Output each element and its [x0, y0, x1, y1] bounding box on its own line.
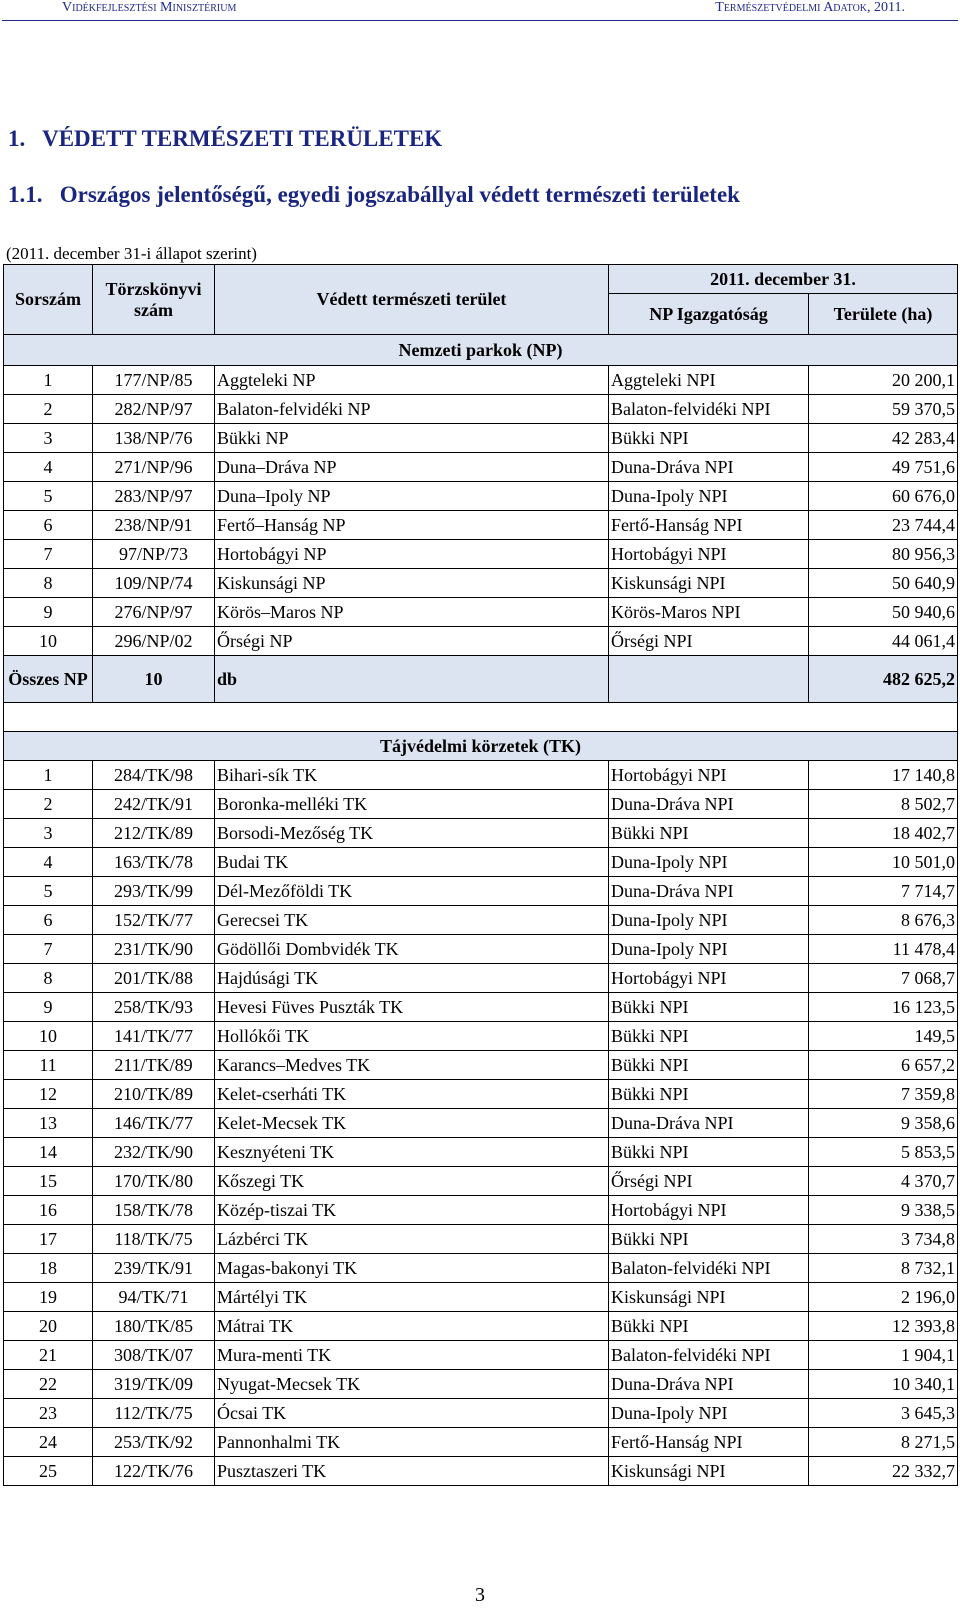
tk-registry-number: 293/TK/99 [93, 877, 215, 906]
col-header-date: 2011. december 31. [609, 265, 958, 294]
tk-row [4, 1428, 958, 1457]
np-np-directorate: Kiskunsági NPI [609, 569, 809, 598]
np-area-name: Kiskunsági NP [215, 569, 609, 598]
tk-row-number: 21 [4, 1341, 93, 1370]
tk-row [4, 1167, 958, 1196]
tk-area-name: Nyugat-Mecsek TK [215, 1370, 609, 1399]
np-np-directorate: Őrségi NPI [609, 627, 809, 656]
tk-registry-number: 118/TK/75 [93, 1225, 215, 1254]
tk-area-name: Hajdúsági TK [215, 964, 609, 993]
tk-np-directorate: Duna-Dráva NPI [609, 1370, 809, 1399]
tk-area-name: Gödöllői Dombvidék TK [215, 935, 609, 964]
np-registry-number: 271/NP/96 [93, 453, 215, 482]
col-header-terulet: Védett természeti terület [215, 265, 609, 335]
tk-area-name: Ócsai TK [215, 1399, 609, 1428]
np-row [4, 540, 958, 569]
tk-row-number: 6 [4, 906, 93, 935]
running-header-right: Természetvédelmi Adatok, 2011. [715, 0, 905, 15]
np-row-number: 8 [4, 569, 93, 598]
np-registry-number: 138/NP/76 [93, 424, 215, 453]
np-row-number: 9 [4, 598, 93, 627]
tk-row-number: 2 [4, 790, 93, 819]
np-area-name: Őrségi NP [215, 627, 609, 656]
spacer-row [4, 703, 958, 732]
np-area-name: Bükki NP [215, 424, 609, 453]
tk-area-size: 3 734,8 [809, 1225, 958, 1254]
tk-row-number: 25 [4, 1457, 93, 1486]
np-row-number: 1 [4, 366, 93, 395]
tk-area-size: 1 904,1 [809, 1341, 958, 1370]
np-np-directorate: Aggteleki NPI [609, 366, 809, 395]
np-area-name: Duna–Ipoly NP [215, 482, 609, 511]
np-registry-number: 109/NP/74 [93, 569, 215, 598]
np-area-size: 42 283,4 [809, 424, 958, 453]
tk-area-name: Dél-Mezőföldi TK [215, 877, 609, 906]
tk-area-size: 8 502,7 [809, 790, 958, 819]
np-area-name: Aggteleki NP [215, 366, 609, 395]
np-row-number: 4 [4, 453, 93, 482]
np-np-directorate: Hortobágyi NPI [609, 540, 809, 569]
np-np-directorate: Körös-Maros NPI [609, 598, 809, 627]
tk-registry-number: 112/TK/75 [93, 1399, 215, 1428]
tk-registry-number: 232/TK/90 [93, 1138, 215, 1167]
tk-np-directorate: Bükki NPI [609, 1051, 809, 1080]
tk-area-name: Lázbérci TK [215, 1225, 609, 1254]
tk-registry-number: 94/TK/71 [93, 1283, 215, 1312]
np-row [4, 511, 958, 540]
np-np-directorate: Bükki NPI [609, 424, 809, 453]
np-row-number: 5 [4, 482, 93, 511]
tk-row [4, 1399, 958, 1428]
tk-np-directorate: Balaton-felvidéki NPI [609, 1341, 809, 1370]
np-row [4, 569, 958, 598]
np-area-size: 44 061,4 [809, 627, 958, 656]
np-np-directorate: Fertő-Hanság NPI [609, 511, 809, 540]
tk-registry-number: 231/TK/90 [93, 935, 215, 964]
tk-row [4, 993, 958, 1022]
tk-np-directorate: Balaton-felvidéki NPI [609, 1254, 809, 1283]
tk-row [4, 790, 958, 819]
tk-row [4, 819, 958, 848]
tk-np-directorate: Kiskunsági NPI [609, 1283, 809, 1312]
tk-area-name: Kelet-Mecsek TK [215, 1109, 609, 1138]
protected-areas-table [3, 264, 958, 1486]
tk-row [4, 1196, 958, 1225]
tk-registry-number: 211/TK/89 [93, 1051, 215, 1080]
tk-registry-number: 146/TK/77 [93, 1109, 215, 1138]
tk-area-size: 7 068,7 [809, 964, 958, 993]
np-area-name: Balaton-felvidéki NP [215, 395, 609, 424]
np-registry-number: 238/NP/91 [93, 511, 215, 540]
tk-area-size: 16 123,5 [809, 993, 958, 1022]
tk-np-directorate: Duna-Ipoly NPI [609, 906, 809, 935]
np-area-name: Körös–Maros NP [215, 598, 609, 627]
tk-row [4, 1022, 958, 1051]
tk-area-name: Pannonhalmi TK [215, 1428, 609, 1457]
tk-registry-number: 319/TK/09 [93, 1370, 215, 1399]
tk-area-name: Mura-menti TK [215, 1341, 609, 1370]
tk-area-size: 10 340,1 [809, 1370, 958, 1399]
tk-registry-number: 201/TK/88 [93, 964, 215, 993]
tk-np-directorate: Duna-Dráva NPI [609, 877, 809, 906]
np-area-size: 59 370,5 [809, 395, 958, 424]
tk-registry-number: 308/TK/07 [93, 1341, 215, 1370]
tk-np-directorate: Kiskunsági NPI [609, 1457, 809, 1486]
tk-area-size: 18 402,7 [809, 819, 958, 848]
tk-row [4, 1370, 958, 1399]
tk-area-name: Karancs–Medves TK [215, 1051, 609, 1080]
np-total-label: Összes NP [4, 656, 93, 703]
tk-row-number: 12 [4, 1080, 93, 1109]
tk-row [4, 906, 958, 935]
tk-area-size: 7 359,8 [809, 1080, 958, 1109]
tk-np-directorate: Hortobágyi NPI [609, 964, 809, 993]
tk-area-size: 149,5 [809, 1022, 958, 1051]
tk-registry-number: 122/TK/76 [93, 1457, 215, 1486]
tk-np-directorate: Fertő-Hanság NPI [609, 1428, 809, 1457]
tk-area-size: 22 332,7 [809, 1457, 958, 1486]
tk-row-number: 15 [4, 1167, 93, 1196]
tk-np-directorate: Bükki NPI [609, 1225, 809, 1254]
tk-area-size: 8 271,5 [809, 1428, 958, 1457]
col-header-sorszam: Sorszám [4, 265, 93, 335]
tk-area-name: Kőszegi TK [215, 1167, 609, 1196]
np-total-count: 10 [93, 656, 215, 703]
tk-area-size: 10 501,0 [809, 848, 958, 877]
tk-row-number: 9 [4, 993, 93, 1022]
tk-row [4, 1051, 958, 1080]
np-area-size: 80 956,3 [809, 540, 958, 569]
tk-row [4, 935, 958, 964]
tk-area-size: 11 478,4 [809, 935, 958, 964]
tk-np-directorate: Őrségi NPI [609, 1167, 809, 1196]
tk-row [4, 1283, 958, 1312]
tk-np-directorate: Bükki NPI [609, 1138, 809, 1167]
header-rule [2, 20, 958, 21]
tk-area-size: 2 196,0 [809, 1283, 958, 1312]
tk-registry-number: 242/TK/91 [93, 790, 215, 819]
tk-registry-number: 180/TK/85 [93, 1312, 215, 1341]
tk-area-size: 8 732,1 [809, 1254, 958, 1283]
tk-area-name: Bihari-sík TK [215, 761, 609, 790]
tk-row-number: 5 [4, 877, 93, 906]
np-row-number: 2 [4, 395, 93, 424]
np-area-name: Fertő–Hanság NP [215, 511, 609, 540]
tk-area-name: Mátrai TK [215, 1312, 609, 1341]
tk-row-number: 10 [4, 1022, 93, 1051]
tk-area-name: Budai TK [215, 848, 609, 877]
running-header-left: Vidékfejlesztési Minisztérium [62, 0, 237, 15]
tk-registry-number: 158/TK/78 [93, 1196, 215, 1225]
col-header-torzskonyvi: Törzskönyvi szám [93, 265, 215, 335]
np-area-name: Hortobágyi NP [215, 540, 609, 569]
tk-area-name: Pusztaszeri TK [215, 1457, 609, 1486]
tk-row-number: 22 [4, 1370, 93, 1399]
tk-row [4, 848, 958, 877]
np-total-blank [609, 656, 809, 703]
np-section-heading: Nemzeti parkok (NP) [4, 335, 958, 366]
tk-area-name: Magas-bakonyi TK [215, 1254, 609, 1283]
np-registry-number: 296/NP/02 [93, 627, 215, 656]
tk-row [4, 1138, 958, 1167]
np-area-size: 60 676,0 [809, 482, 958, 511]
tk-np-directorate: Bükki NPI [609, 1312, 809, 1341]
tk-area-name: Közép-tiszai TK [215, 1196, 609, 1225]
tk-area-size: 17 140,8 [809, 761, 958, 790]
np-total-area: 482 625,2 [809, 656, 958, 703]
tk-registry-number: 170/TK/80 [93, 1167, 215, 1196]
tk-row [4, 1312, 958, 1341]
subsection-heading: 1.1. Országos jelentőségű, egyedi jogszabállyal védett természeti területek [8, 182, 740, 207]
tk-np-directorate: Hortobágyi NPI [609, 1196, 809, 1225]
tk-area-size: 3 645,3 [809, 1399, 958, 1428]
tk-row [4, 1457, 958, 1486]
tk-row [4, 877, 958, 906]
tk-area-name: Kelet-cserháti TK [215, 1080, 609, 1109]
np-area-size: 23 744,4 [809, 511, 958, 540]
tk-np-directorate: Bükki NPI [609, 1022, 809, 1051]
tk-registry-number: 152/TK/77 [93, 906, 215, 935]
tk-np-directorate: Duna-Dráva NPI [609, 790, 809, 819]
tk-np-directorate: Bükki NPI [609, 993, 809, 1022]
np-area-size: 20 200,1 [809, 366, 958, 395]
tk-row-number: 20 [4, 1312, 93, 1341]
np-row [4, 424, 958, 453]
tk-row [4, 761, 958, 790]
col-header-np-igazgatosag: NP Igazgatóság [609, 294, 809, 335]
np-row [4, 482, 958, 511]
np-registry-number: 282/NP/97 [93, 395, 215, 424]
tk-row-number: 8 [4, 964, 93, 993]
tk-row [4, 1225, 958, 1254]
tk-registry-number: 212/TK/89 [93, 819, 215, 848]
np-row [4, 598, 958, 627]
tk-row-number: 24 [4, 1428, 93, 1457]
tk-registry-number: 163/TK/78 [93, 848, 215, 877]
tk-row [4, 1341, 958, 1370]
tk-row [4, 1080, 958, 1109]
tk-area-name: Borsodi-Mezőség TK [215, 819, 609, 848]
tk-np-directorate: Duna-Ipoly NPI [609, 1399, 809, 1428]
np-np-directorate: Balaton-felvidéki NPI [609, 395, 809, 424]
tk-np-directorate: Bükki NPI [609, 1080, 809, 1109]
tk-row-number: 18 [4, 1254, 93, 1283]
tk-row [4, 1109, 958, 1138]
tk-area-name: Hollókői TK [215, 1022, 609, 1051]
tk-row [4, 1254, 958, 1283]
tk-row-number: 13 [4, 1109, 93, 1138]
tk-registry-number: 141/TK/77 [93, 1022, 215, 1051]
tk-row-number: 14 [4, 1138, 93, 1167]
tk-area-size: 8 676,3 [809, 906, 958, 935]
tk-row-number: 19 [4, 1283, 93, 1312]
tk-row-number: 11 [4, 1051, 93, 1080]
tk-np-directorate: Duna-Dráva NPI [609, 1109, 809, 1138]
np-total-unit: db [215, 656, 609, 703]
np-area-size: 50 940,6 [809, 598, 958, 627]
tk-row-number: 1 [4, 761, 93, 790]
tk-np-directorate: Bükki NPI [609, 819, 809, 848]
tk-row-number: 4 [4, 848, 93, 877]
np-np-directorate: Duna-Dráva NPI [609, 453, 809, 482]
np-row-number: 6 [4, 511, 93, 540]
tk-area-size: 5 853,5 [809, 1138, 958, 1167]
col-header-terulete: Területe (ha) [809, 294, 958, 335]
np-registry-number: 97/NP/73 [93, 540, 215, 569]
tk-row [4, 964, 958, 993]
tk-row-number: 7 [4, 935, 93, 964]
tk-row-number: 3 [4, 819, 93, 848]
tk-area-size: 7 714,7 [809, 877, 958, 906]
tk-area-name: Boronka-melléki TK [215, 790, 609, 819]
tk-area-name: Kesznyéteni TK [215, 1138, 609, 1167]
np-area-size: 49 751,6 [809, 453, 958, 482]
np-row-number: 7 [4, 540, 93, 569]
np-area-name: Duna–Dráva NP [215, 453, 609, 482]
tk-np-directorate: Duna-Ipoly NPI [609, 848, 809, 877]
tk-np-directorate: Hortobágyi NPI [609, 761, 809, 790]
np-row [4, 366, 958, 395]
tk-registry-number: 284/TK/98 [93, 761, 215, 790]
tk-registry-number: 258/TK/93 [93, 993, 215, 1022]
tk-registry-number: 210/TK/89 [93, 1080, 215, 1109]
np-row [4, 627, 958, 656]
tk-np-directorate: Duna-Ipoly NPI [609, 935, 809, 964]
tk-area-size: 12 393,8 [809, 1312, 958, 1341]
np-registry-number: 276/NP/97 [93, 598, 215, 627]
tk-row-number: 17 [4, 1225, 93, 1254]
tk-area-name: Hevesi Füves Puszták TK [215, 993, 609, 1022]
np-area-size: 50 640,9 [809, 569, 958, 598]
section-heading: 1. VÉDETT TERMÉSZETI TERÜLETEK [8, 126, 443, 151]
tk-area-name: Mártélyi TK [215, 1283, 609, 1312]
tk-area-size: 4 370,7 [809, 1167, 958, 1196]
tk-row-number: 23 [4, 1399, 93, 1428]
tk-area-size: 9 338,5 [809, 1196, 958, 1225]
np-row-number: 10 [4, 627, 93, 656]
np-np-directorate: Duna-Ipoly NPI [609, 482, 809, 511]
np-registry-number: 177/NP/85 [93, 366, 215, 395]
tk-section-heading: Tájvédelmi körzetek (TK) [4, 732, 958, 761]
np-row-number: 3 [4, 424, 93, 453]
tk-area-size: 6 657,2 [809, 1051, 958, 1080]
tk-area-size: 9 358,6 [809, 1109, 958, 1138]
page-number: 3 [475, 1584, 485, 1606]
tk-area-name: Gerecsei TK [215, 906, 609, 935]
np-row [4, 395, 958, 424]
tk-registry-number: 239/TK/91 [93, 1254, 215, 1283]
status-note: (2011. december 31-i állapot szerint) [6, 244, 257, 263]
tk-registry-number: 253/TK/92 [93, 1428, 215, 1457]
np-registry-number: 283/NP/97 [93, 482, 215, 511]
tk-row-number: 16 [4, 1196, 93, 1225]
np-row [4, 453, 958, 482]
